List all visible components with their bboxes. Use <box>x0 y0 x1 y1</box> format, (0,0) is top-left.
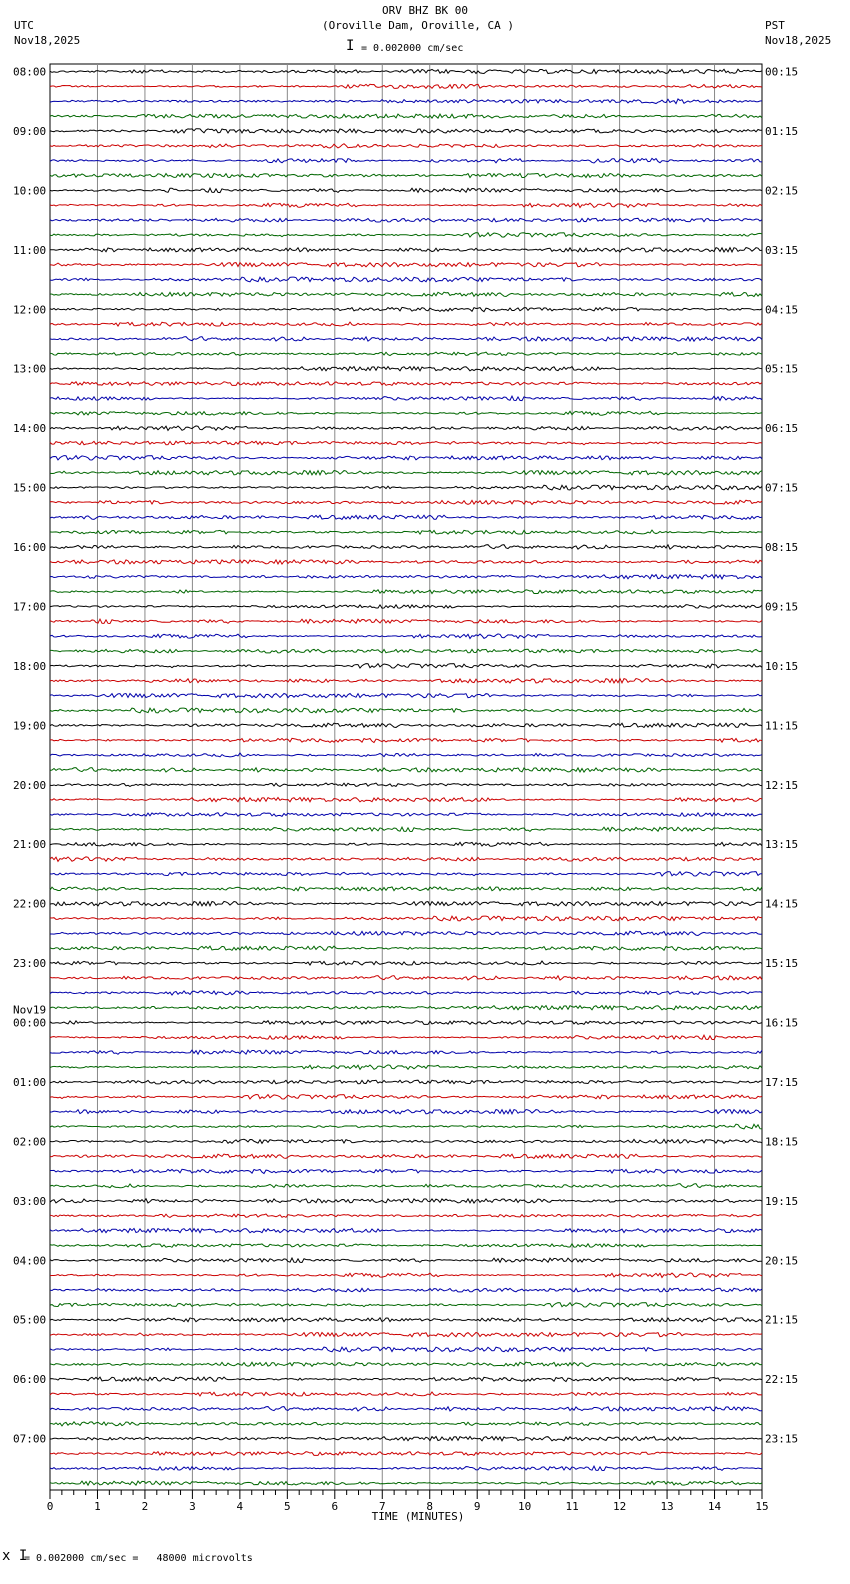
x-tick-label: 10 <box>518 1500 532 1513</box>
seismic-trace <box>50 753 762 757</box>
seismic-trace <box>50 1303 762 1307</box>
pst-hour-label: 18:15 <box>765 1135 799 1149</box>
utc-hour-label: 16:00 <box>13 541 47 555</box>
seismic-trace <box>50 144 762 148</box>
seismic-trace <box>50 634 762 639</box>
seismic-trace <box>50 322 762 326</box>
pst-hour-label: 00:15 <box>765 65 799 79</box>
utc-hour-label: 20:00 <box>13 778 47 792</box>
scale-bar-icon: I <box>346 38 355 54</box>
seismic-trace <box>50 1214 762 1217</box>
seismic-trace <box>50 619 762 623</box>
seismic-trace <box>50 396 762 400</box>
utc-hour-label: 22:00 <box>13 897 47 911</box>
pst-hour-label: 06:15 <box>765 422 799 436</box>
left-date-label: Nov18,2025 <box>14 34 81 47</box>
pst-hour-label: 07:15 <box>765 481 799 495</box>
x-tick-label: 1 <box>94 1500 101 1513</box>
pst-hour-label: 19:15 <box>765 1194 799 1208</box>
seismic-trace <box>50 1006 762 1010</box>
utc-hour-label: 19:00 <box>13 719 47 733</box>
utc-hour-label: 12:00 <box>13 303 47 317</box>
seismic-trace <box>50 307 762 311</box>
seismic-trace <box>50 664 762 668</box>
seismic-trace <box>50 1095 762 1099</box>
utc-hour-label: 01:00 <box>13 1075 47 1089</box>
pst-hour-label: 22:15 <box>765 1373 799 1387</box>
seismic-trace <box>50 1199 762 1203</box>
seismic-trace <box>50 292 762 296</box>
seismic-trace <box>50 649 762 653</box>
seismic-trace <box>50 129 762 133</box>
seismic-trace <box>50 797 762 801</box>
pst-hour-label: 12:15 <box>765 778 799 792</box>
seismic-trace <box>50 590 762 594</box>
seismic-trace <box>50 916 762 921</box>
seismic-trace <box>50 1035 762 1039</box>
seismic-trace <box>50 768 762 773</box>
seismic-trace <box>50 352 762 355</box>
seismic-trace <box>50 1392 762 1396</box>
seismic-trace <box>50 738 762 742</box>
seismic-trace <box>50 471 762 475</box>
x-axis-label: TIME (MINUTES) <box>371 1510 465 1523</box>
seismic-trace <box>50 827 762 831</box>
utc-hour-label: 04:00 <box>13 1254 47 1268</box>
utc-hour-label: 21:00 <box>13 838 47 852</box>
seismic-trace <box>50 84 762 88</box>
footer-scale-text: = 0.002000 cm/sec = 48000 microvolts <box>24 1553 253 1564</box>
pst-hour-label: 23:15 <box>765 1432 799 1446</box>
utc-hour-label: 07:00 <box>13 1432 47 1446</box>
seismic-trace <box>50 1258 762 1262</box>
seismic-trace <box>50 530 762 534</box>
utc-hour-label: 08:00 <box>13 65 47 79</box>
seismic-trace <box>50 1481 762 1485</box>
seismic-trace <box>50 367 762 371</box>
seismic-trace <box>50 1288 762 1292</box>
seismic-trace <box>50 188 762 192</box>
pst-hour-label: 20:15 <box>765 1254 799 1268</box>
x-tick-label: 14 <box>707 1500 722 1513</box>
utc-hour-label: 11:00 <box>13 243 47 257</box>
seismic-trace <box>50 693 762 697</box>
seismic-trace <box>50 1452 762 1456</box>
seismic-trace <box>50 783 762 786</box>
pst-hour-label: 08:15 <box>765 541 799 555</box>
utc-hour-label: 05:00 <box>13 1313 47 1327</box>
station-title: ORV BHZ BK 00 <box>381 4 469 17</box>
seismic-trace <box>50 991 762 995</box>
utc-date-label: Nov19 <box>13 1003 47 1017</box>
seismic-trace <box>50 560 762 564</box>
seismic-trace <box>50 337 762 342</box>
x-tick-label: 4 <box>236 1500 244 1513</box>
x-tick-label: 2 <box>141 1500 149 1513</box>
seismic-trace <box>50 1169 762 1173</box>
pst-hour-label: 16:15 <box>765 1016 799 1030</box>
utc-hour-label: 17:00 <box>13 600 47 614</box>
right-date-label: Nov18,2025 <box>765 34 832 47</box>
seismic-trace <box>50 1377 762 1381</box>
seismic-trace <box>50 1184 762 1188</box>
seismic-trace <box>50 69 762 73</box>
x-tick-label: 12 <box>612 1500 627 1513</box>
seismic-trace <box>50 976 762 980</box>
pst-hour-label: 04:15 <box>765 303 799 317</box>
x-tick-label: 3 <box>189 1500 196 1513</box>
seismic-trace <box>50 708 762 713</box>
seismic-trace <box>50 263 762 267</box>
seismic-trace <box>50 961 762 965</box>
seismic-trace <box>50 426 762 431</box>
x-tick-label: 0 <box>46 1500 54 1513</box>
pst-hour-label: 03:15 <box>765 243 799 257</box>
seismic-trace <box>50 1273 762 1278</box>
seismic-trace <box>50 1228 762 1232</box>
seismic-trace <box>50 515 762 519</box>
seismic-trace <box>50 218 762 222</box>
seismic-trace <box>50 545 762 549</box>
x-tick-label: 13 <box>660 1500 674 1513</box>
utc-hour-label: 00:00 <box>13 1016 47 1030</box>
seismic-trace <box>50 872 762 876</box>
seismic-trace <box>50 1244 762 1247</box>
utc-hour-label: 10:00 <box>13 184 47 198</box>
seismic-trace <box>50 1080 762 1084</box>
seismic-trace <box>50 946 762 950</box>
seismic-trace <box>50 99 762 104</box>
utc-hour-label: 02:00 <box>13 1135 47 1149</box>
seismic-trace <box>50 842 762 846</box>
seismic-trace <box>50 1436 762 1440</box>
footer-scale-bar-icon: x I <box>2 1548 28 1564</box>
seismic-trace <box>50 500 762 504</box>
seismic-trace <box>50 723 762 727</box>
seismic-trace <box>50 1110 762 1114</box>
left-zone-label: UTC <box>14 19 34 32</box>
seismic-trace <box>50 1347 762 1352</box>
right-zone-label: PST <box>765 19 785 32</box>
utc-hour-label: 09:00 <box>13 124 47 138</box>
seismic-trace <box>50 277 762 282</box>
x-tick-label: 9 <box>473 1500 481 1513</box>
seismic-trace <box>50 485 762 490</box>
x-tick-label: 8 <box>426 1500 434 1513</box>
seismic-trace <box>50 931 762 935</box>
trace-group <box>50 69 762 1485</box>
seismic-trace <box>50 605 762 608</box>
seismic-trace <box>50 441 762 445</box>
pst-hour-label: 10:15 <box>765 659 799 673</box>
pst-hour-label: 02:15 <box>765 184 799 198</box>
pst-hour-label: 15:15 <box>765 957 799 971</box>
seismic-trace <box>50 1318 762 1322</box>
utc-hour-label: 13:00 <box>13 362 47 376</box>
x-tick-label: 5 <box>284 1500 291 1513</box>
seismic-trace <box>50 887 762 891</box>
x-tick-label: 11 <box>565 1500 579 1513</box>
seismic-trace <box>50 857 762 862</box>
pst-hour-label: 13:15 <box>765 838 799 852</box>
x-tick-label: 7 <box>378 1500 386 1513</box>
seismic-trace <box>50 114 762 118</box>
seismic-trace <box>50 203 762 208</box>
station-location: (Oroville Dam, Oroville, CA ) <box>321 19 515 32</box>
seismic-trace <box>50 1422 762 1426</box>
utc-hour-label: 18:00 <box>13 659 47 673</box>
seismic-trace <box>50 1124 762 1129</box>
seismic-trace <box>50 1154 762 1158</box>
seismic-trace <box>50 1466 762 1470</box>
seismic-trace <box>50 411 762 415</box>
seismic-trace <box>50 901 762 905</box>
pst-hour-label: 21:15 <box>765 1313 799 1327</box>
x-tick-label: 6 <box>331 1500 339 1513</box>
scale-text: = 0.002000 cm/sec <box>361 43 464 54</box>
seismic-trace <box>50 456 762 460</box>
pst-hour-label: 01:15 <box>765 124 799 138</box>
x-tick-label: 15 <box>755 1500 769 1513</box>
seismic-trace <box>50 575 762 579</box>
seismic-trace <box>50 1050 762 1054</box>
utc-hour-label: 03:00 <box>13 1194 47 1208</box>
pst-hour-label: 05:15 <box>765 362 799 376</box>
seismic-trace <box>50 813 762 817</box>
seismic-trace <box>50 1362 762 1366</box>
utc-hour-label: 06:00 <box>13 1373 47 1387</box>
utc-hour-label: 15:00 <box>13 481 47 495</box>
seismic-trace <box>50 1139 762 1143</box>
seismic-trace <box>50 679 762 683</box>
seismic-trace <box>50 158 762 163</box>
seismic-trace <box>50 173 762 177</box>
seismic-trace <box>50 233 762 237</box>
seismic-trace <box>50 1407 762 1411</box>
seismic-trace <box>50 1065 762 1070</box>
pst-hour-label: 14:15 <box>765 897 799 911</box>
utc-hour-label: 23:00 <box>13 957 47 971</box>
pst-hour-label: 09:15 <box>765 600 799 614</box>
seismic-trace <box>50 1021 762 1025</box>
utc-hour-label: 14:00 <box>13 422 47 436</box>
pst-hour-label: 11:15 <box>765 719 799 733</box>
pst-hour-label: 17:15 <box>765 1075 799 1089</box>
seismic-trace <box>50 382 762 386</box>
seismic-trace <box>50 1332 762 1336</box>
seismic-trace <box>50 248 762 252</box>
